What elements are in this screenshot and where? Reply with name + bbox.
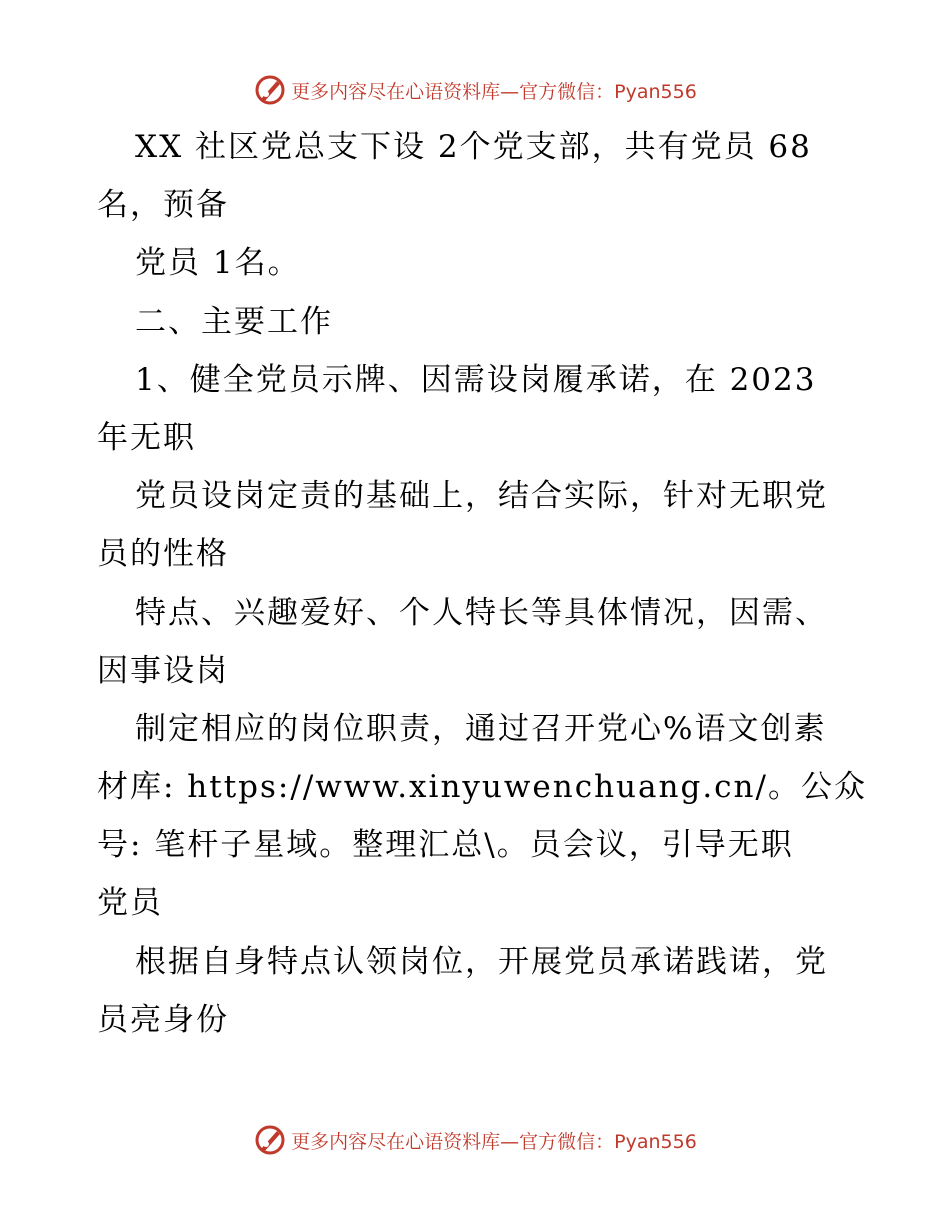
body-line: 年无职 [97, 419, 196, 456]
body-line: 号: 笔杆子星域。整理汇总\。员会议，引导无职 [97, 827, 794, 864]
body-line: 1、健全党员示牌、因需设岗履承诺，在 2023 [135, 361, 817, 398]
body-line: 名，预备 [97, 187, 229, 224]
body-line: 特点、兴趣爱好、个人特长等具体情况，因需、 [135, 594, 828, 631]
quill-logo-icon [253, 73, 287, 107]
section-heading: 二、主要工作 [135, 303, 333, 340]
document-body [97, 118, 867, 1049]
body-line: 员的性格 [97, 536, 229, 573]
body-line: XX 社区党总支下设 2个党支部，共有党员 68 [135, 129, 812, 165]
body-line: 因事设岗 [97, 652, 229, 689]
header-banner-text: 更多内容尽在心语资料库—官方微信：Pyan556 [291, 80, 697, 103]
body-line: 制定相应的岗位职责，通过召开党心%语文创素 [135, 710, 827, 747]
body-line: 材库: https://www.xinyuwenchuang.cn/。公众 [97, 769, 867, 806]
footer-watermark-banner [0, 1120, 950, 1160]
body-line: 党员 [97, 885, 163, 922]
body-line: 党员 1名。 [135, 245, 301, 282]
body-line: 根据自身特点认领岗位，开展党员承诺践诺，党 [135, 943, 828, 980]
quill-logo-icon [253, 1123, 287, 1157]
header-watermark-banner [0, 70, 950, 110]
footer-banner-text: 更多内容尽在心语资料库—官方微信：Pyan556 [291, 1130, 697, 1153]
body-line: 员亮身份 [97, 1001, 229, 1038]
body-line: 党员设岗定责的基础上，结合实际，针对无职党 [135, 478, 828, 515]
